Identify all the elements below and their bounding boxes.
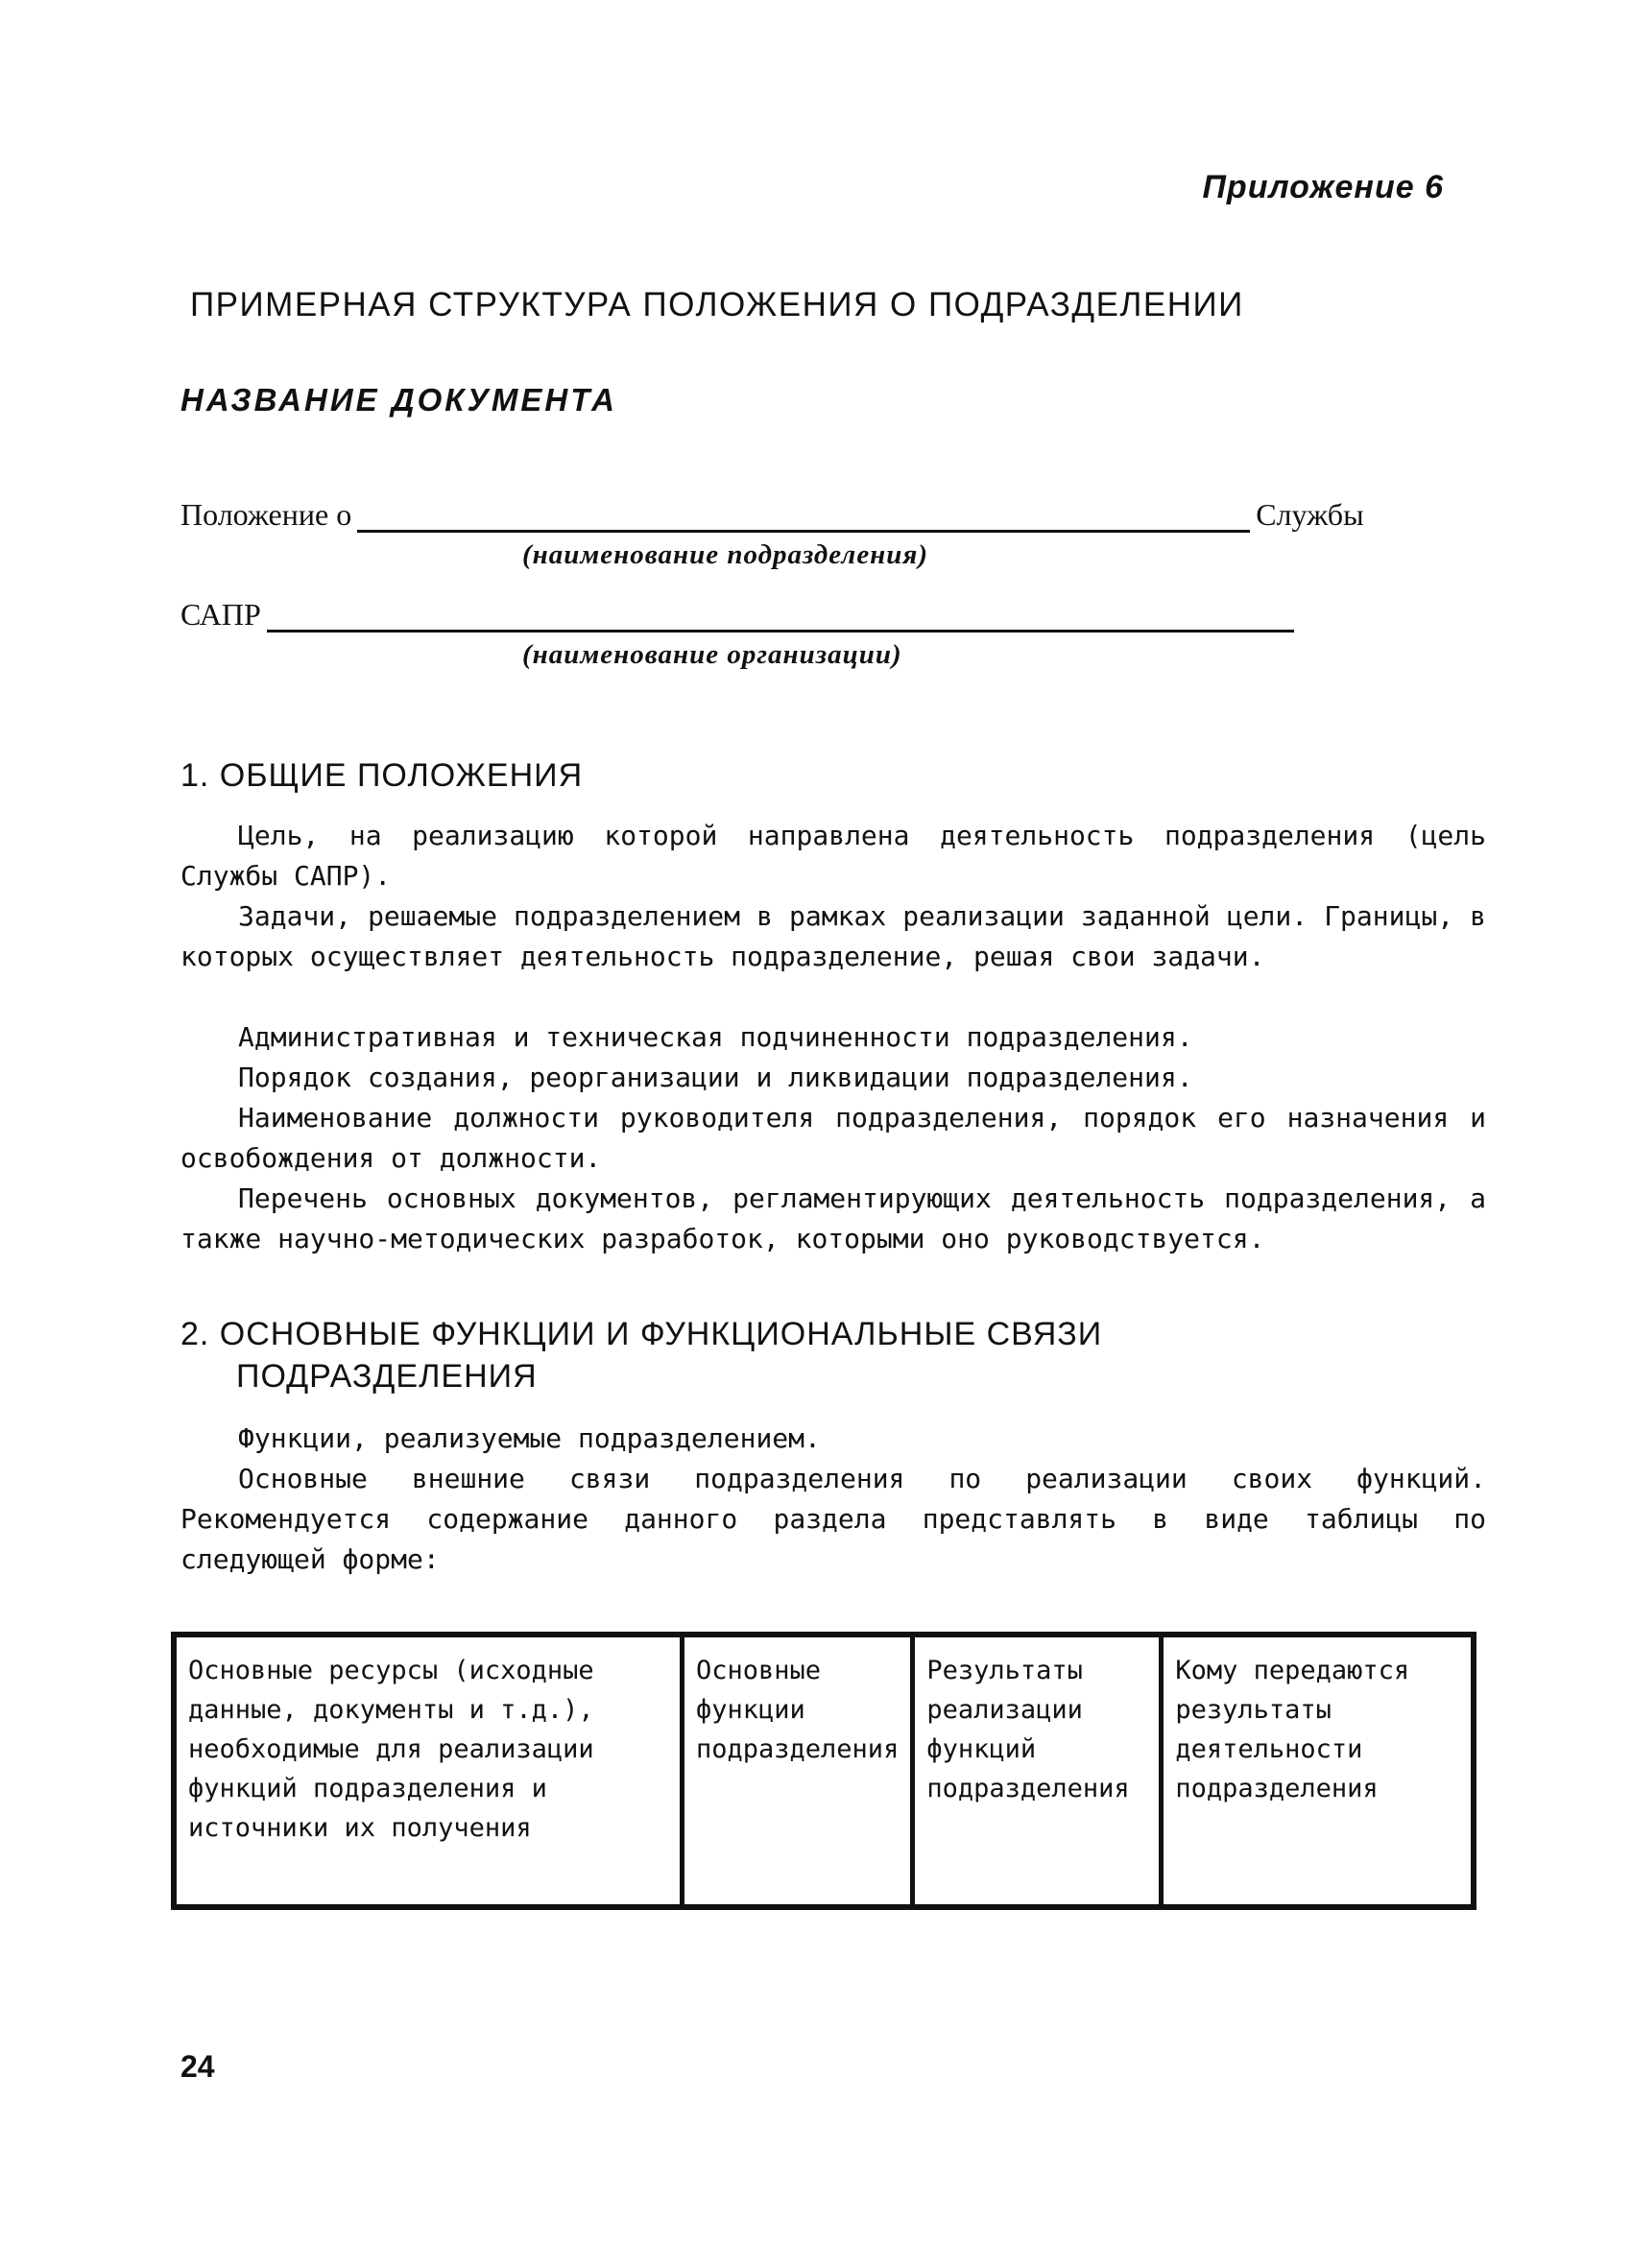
paragraph-text: Административная и техническая подчиненности подразделения. xyxy=(238,1021,1193,1053)
subdivision-form-line xyxy=(180,497,1364,533)
section-1-paragraph xyxy=(180,1017,1486,1058)
table-header-cell: Кому передаются результаты деятельности подразделения xyxy=(1162,1635,1474,1907)
paragraph-text: Порядок создания, реорганизации и ликвидации подразделения. xyxy=(238,1062,1193,1093)
organization-hint: (наименование организации) xyxy=(522,639,902,670)
subdivision-hint: (наименование подразделения) xyxy=(522,539,929,570)
subdivision-line-suffix: Службы xyxy=(1256,497,1364,532)
section-1-paragraph xyxy=(180,816,1486,896)
table-header-cell: Основные функции подразделения xyxy=(683,1635,913,1907)
paragraph-text: Перечень основных документов, регламентирующих деятельность подразделения, а также научно-методических разработок, которыми оно руководствуется. xyxy=(180,1182,1486,1254)
table-header-cell: Результаты реализации функций подразделения xyxy=(913,1635,1162,1907)
organization-line-prefix: САПР xyxy=(180,597,261,632)
subdivision-line-prefix: Положение о xyxy=(180,497,352,532)
section-1-paragraph xyxy=(180,1179,1486,1259)
table-header-cell: Основные ресурсы (исходные данные, документы и т.д.), необходимые для реализации функций подразделения и источники их получения xyxy=(174,1635,683,1907)
section-1-heading: 1. ОБЩИЕ ПОЛОЖЕНИЯ xyxy=(180,757,584,794)
section-2-heading xyxy=(180,1313,1102,1397)
paragraph-text: Функции, реализуемые подразделением. xyxy=(238,1422,821,1454)
organization-blank-line xyxy=(267,601,1294,633)
paragraph-text: Задачи, решаемые подразделением в рамках реализации заданной цели. Границы, в которых осуществляет деятельность подразделение, решая свои задачи. xyxy=(180,900,1486,972)
section-2-heading-line-1: 2. ОСНОВНЫЕ ФУНКЦИИ И ФУНКЦИОНАЛЬНЫЕ СВЯЗИ xyxy=(180,1316,1103,1352)
appendix-label: Приложение 6 xyxy=(1202,169,1444,205)
section-2-heading-line-2: ПОДРАЗДЕЛЕНИЯ xyxy=(236,1358,538,1395)
page-title: ПРИМЕРНАЯ СТРУКТУРА ПОЛОЖЕНИЯ О ПОДРАЗДЕЛЕНИИ xyxy=(190,286,1244,323)
section-2-paragraph xyxy=(180,1419,1486,1459)
table-row xyxy=(174,1635,1474,1907)
section-1-paragraph xyxy=(180,1058,1486,1098)
paragraph-text: Основные внешние связи подразделения по реализации своих функций. Рекомендуется содержание данного раздела представлять в виде таблицы по следующей форме: xyxy=(180,1463,1486,1575)
functions-table xyxy=(171,1632,1476,1910)
subdivision-blank-line xyxy=(357,501,1250,533)
organization-form-line xyxy=(180,597,1300,633)
document-name-heading: НАЗВАНИЕ ДОКУМЕНТА xyxy=(180,382,617,418)
section-2-paragraph xyxy=(180,1459,1486,1580)
section-1-paragraph xyxy=(180,896,1486,977)
section-1-paragraph xyxy=(180,1098,1486,1179)
paragraph-text: Наименование должности руководителя подразделения, порядок его назначения и освобождения от должности. xyxy=(180,1102,1486,1174)
page-number: 24 xyxy=(180,2049,215,2084)
paragraph-text: Цель, на реализацию которой направлена деятельность подразделения (цель Службы САПР). xyxy=(180,820,1486,892)
